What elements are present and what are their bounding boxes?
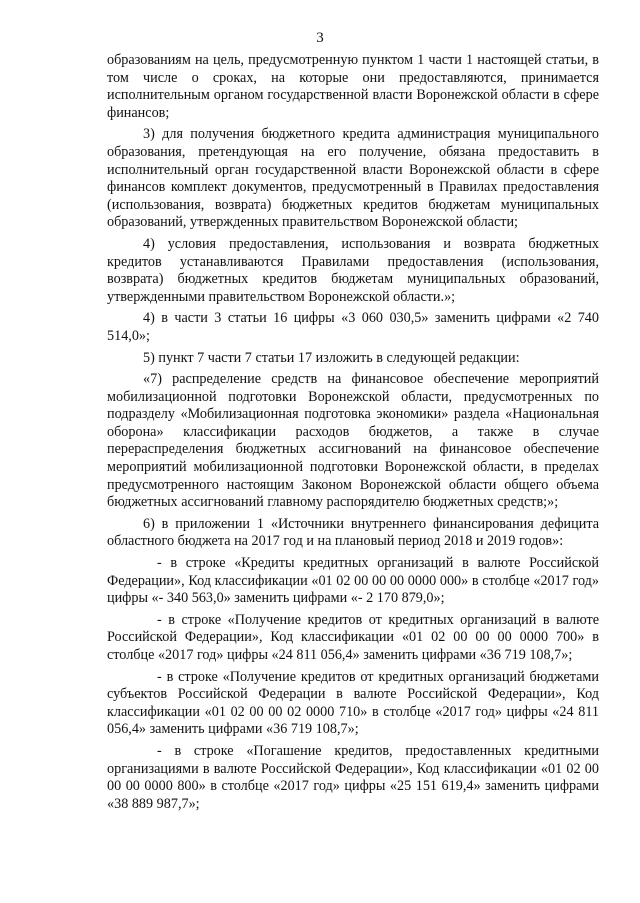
- paragraph-row-repayment: - в строке «Погашение кредитов, предоставленных кредитными организациями в валюте Российской Федерации», Код классификации «01 02 00 00 00 0000 800» в столбце «2017 год» цифры «25 151 619,4» заменить цифрами «38 889 987,7»;: [107, 742, 599, 812]
- document-body: [107, 52, 599, 813]
- paragraph-item-4-article-16: 4) в части 3 статьи 16 цифры «3 060 030,5» заменить цифрами «2 740 514,0»;: [107, 310, 599, 344]
- paragraph-continuation: образованиям на цель, предусмотренную пунктом 1 части 1 настоящей статьи, в том числе о сроках, на которые они предоставляются, принимается исполнительным органом государственной власти Воронежской области в сфере финансов;: [107, 52, 599, 121]
- paragraph-row-receipt-subjects: - в строке «Получение кредитов от кредитных организаций бюджетами субъектов Российской Федерации в валюте Российской Федерации», Код классификации «01 02 00 00 02 0000 710» в столбце «2017 год» цифры «24 811 056,4» заменить цифрами «36 719 108,7»;: [107, 668, 599, 738]
- paragraph-item-3: 3) для получения бюджетного кредита администрация муниципального образования, претендующая на его получение, обязана предоставить в исполнительный орган государственной власти Воронежской области в сфере финансов комплект документов, предусмотренный в Правилах предоставления (использования, возврата) бюджетных кредитов бюджетам муниципальных образований, утвержденных правительством Воронежской области;: [107, 126, 599, 231]
- paragraph-item-7-quote: «7) распределение средств на финансовое обеспечение мероприятий мобилизационной подготовки Воронежской области, предусмотренных по подразделу «Мобилизационная подготовка экономики» раздела «Национальная оборона» классификации расходов бюджетов, а также в случае перераспределения бюджетных ассигнований на финансовое обеспечение мероприятий мобилизационной подготовки Воронежской области, в пределах предусмотренного настоящим Законом Воронежской области общего объема бюджетных ассигнований главному распорядителю бюджетных средств;»;: [107, 371, 599, 511]
- page-number: 3: [316, 30, 324, 46]
- paragraph-row-credits: - в строке «Кредиты кредитных организаций в валюте Российской Федерации», Код классификации «01 02 00 00 00 0000 000» в столбце «2017 год» цифры «- 340 563,0» заменить цифрами «- 2 170 879,0»;: [107, 555, 599, 607]
- paragraph-row-receipt: - в строке «Получение кредитов от кредитных организаций в валюте Российской Федерации», Код классификации «01 02 00 00 00 0000 700» в столбце «2017 год» цифры «24 811 056,4» заменить цифрами «36 719 108,7»;: [107, 611, 599, 663]
- paragraph-item-5: 5) пункт 7 части 7 статьи 17 изложить в следующей редакции:: [143, 349, 520, 366]
- paragraph-item-6: 6) в приложении 1 «Источники внутреннего финансирования дефицита областного бюджета на 2017 год и на плановый период 2018 и 2019 годов»:: [107, 515, 599, 550]
- paragraph-item-4-conditions: 4) условия предоставления, использования и возврата бюджетных кредитов устанавливаются Правилами предоставления (использования, возврата) бюджетных кредитов бюджетам муниципальных образований, утвержденными правительством Воронежской области.»;: [107, 235, 599, 305]
